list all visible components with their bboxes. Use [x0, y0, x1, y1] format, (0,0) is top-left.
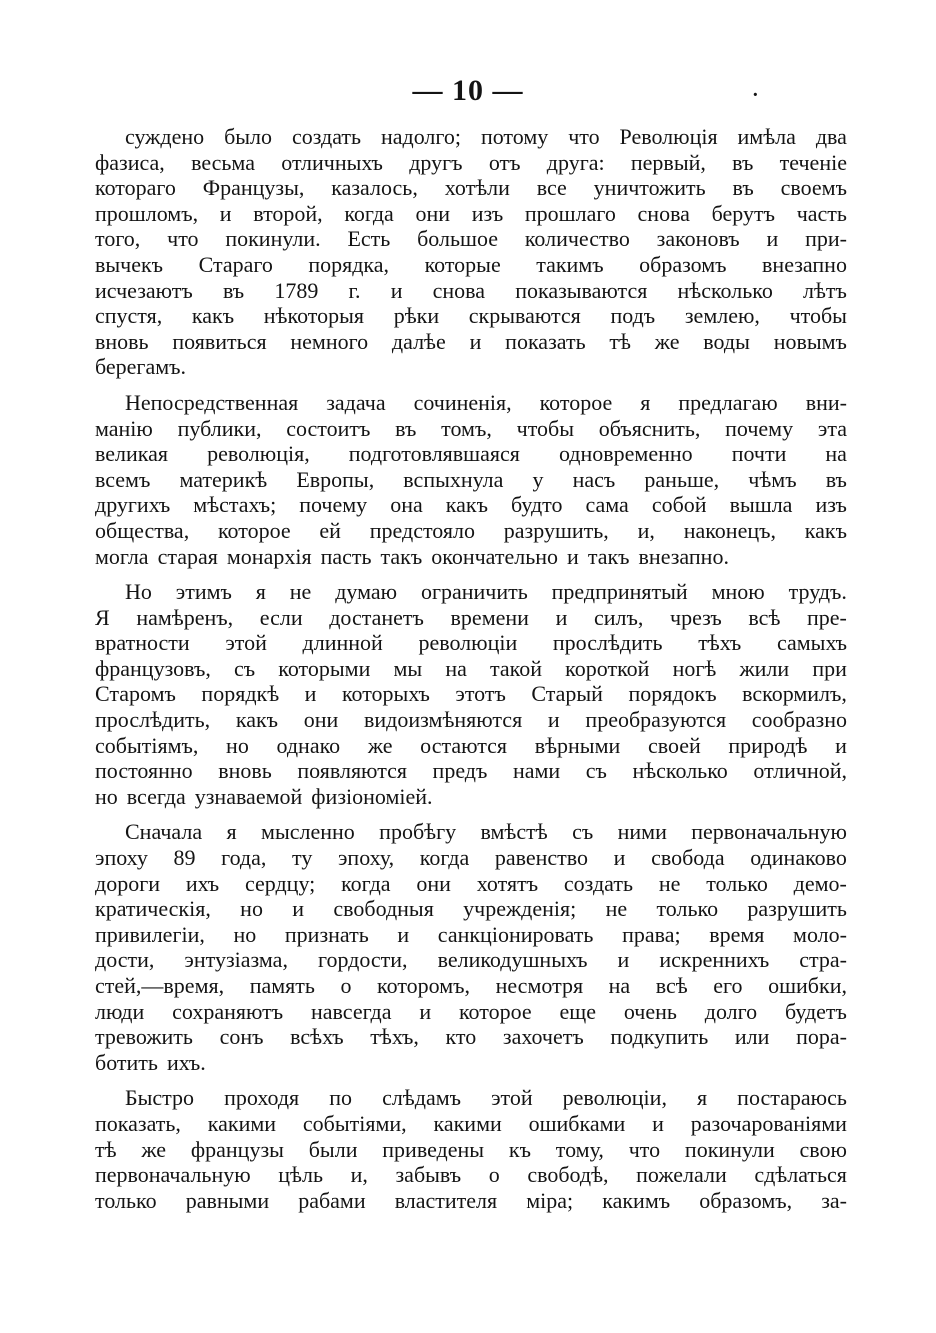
- text-line: дости, энтузіазма, гордости, великодушныхъ и искреннихъ стра-: [95, 947, 847, 973]
- text-line: но всегда узнаваемой физіономіей.: [95, 783, 433, 809]
- text-line: Сначала я мысленно пробѣгу вмѣстѣ съ ними первоначальную: [125, 819, 847, 845]
- text-line: Быстро проходя по слѣдамъ этой революціи, я постараюсь: [125, 1085, 847, 1111]
- text-line: фазиса, весьма отличныхъ другъ отъ друга: первый, въ теченіе: [95, 149, 847, 175]
- text-line: тѣ же французы были приведены къ тому, что покинули свою: [95, 1136, 847, 1162]
- page-number: — 10 —: [412, 74, 524, 107]
- text-line: того, что покинули. Есть большое количество законовъ и при-: [95, 226, 847, 252]
- text-line: великая революція, подготовлявшаяся одновременно почти на: [95, 441, 847, 467]
- text-line: Непосредственная задача сочиненія, которое я предлагаю вни-: [125, 389, 847, 415]
- text-line: прошломъ, и второй, когда они изъ прошлаго снова берутъ часть: [95, 200, 847, 226]
- text-line: Старомъ порядкѣ и которыхъ этотъ Старый порядокъ вскормилъ,: [95, 681, 847, 707]
- text-line: спустя, какъ нѣкоторыя рѣки скрываются подъ землею, чтобы: [95, 303, 847, 329]
- text-line: исчезаютъ въ 1789 г. и снова показываются нѣсколько лѣтъ: [95, 277, 847, 303]
- text-line: всемъ материкѣ Европы, вспыхнула у насъ раньше, чѣмъ въ: [95, 466, 847, 492]
- text-line: только равными рабами властителя міра; какимъ образомъ, за-: [95, 1187, 847, 1213]
- text-line: манію публики, состоитъ въ томъ, чтобы объяснить, почему эта: [95, 415, 847, 441]
- text-line: люди сохраняютъ навсегда и которое еще очень долго будетъ: [95, 998, 847, 1024]
- paragraph: [95, 1085, 847, 1213]
- text-line: Но этимъ я не думаю ограничить предпринятый мною трудъ.: [125, 579, 847, 605]
- paragraph: [95, 390, 847, 569]
- text-line: тревожить сонъ всѣхъ тѣхъ, кто захочетъ подкупить или пора-: [95, 1024, 847, 1050]
- text-line: могла старая монархія пасть такъ окончательно и такъ внезапно.: [95, 543, 729, 569]
- paragraph: [95, 579, 847, 809]
- text-line: суждено было создать надолго; потому что Революція имѣла два: [125, 124, 847, 149]
- text-line: стей,—время, память о которомъ, несмотря на всѣ его ошибки,: [95, 973, 847, 998]
- text-line: котораго Французы, казалось, хотѣли все уничтожить въ своемъ: [95, 175, 847, 201]
- text-line: кратическія, но и свободныя учрежденія; не только разрушить: [95, 896, 847, 922]
- paragraph: [95, 124, 847, 380]
- text-line: вычекъ Стараго порядка, которые такимъ образомъ внезапно: [95, 251, 847, 277]
- paragraph: [95, 819, 847, 1075]
- text-line: показать, какими событіями, какими ошибками и разочарованіями: [95, 1110, 847, 1136]
- text-line: прослѣдить, какъ они видоизмѣняются и преобразуются сообразно: [95, 707, 847, 733]
- text-line: событіямъ, но однако же остаются вѣрными своей природѣ и: [95, 732, 847, 758]
- text-line: Я намѣренъ, если достанетъ времени и силъ, чрезъ всѣ пре-: [95, 604, 847, 630]
- text-line: вновь появиться немного далѣе и показать тѣ же воды новымъ: [95, 328, 847, 354]
- text-line: первоначальную цѣль и, забывъ о свободѣ, пожелали сдѣлаться: [95, 1162, 847, 1188]
- text-line: другихъ мѣстахъ; почему она какъ будто сама собой вышла изъ: [95, 492, 847, 518]
- text-line: вратности этой длинной революціи прослѣдить тѣхъ самыхъ: [95, 630, 847, 656]
- text-line: постоянно вновь появляются предъ нами съ нѣсколько отличной,: [95, 758, 847, 784]
- text-body: [95, 124, 847, 1213]
- text-line: ботить ихъ.: [95, 1049, 206, 1075]
- text-line: берегамъ.: [95, 354, 187, 380]
- text-line: эпоху 89 года, ту эпоху, когда равенство и свобода одинаково: [95, 845, 847, 871]
- text-line: привилегіи, но признать и санкціонировать права; время моло-: [95, 921, 847, 947]
- text-line: общества, которое ей предстояло разрушить, и, наконецъ, какъ: [95, 517, 847, 543]
- text-line: французовъ, съ которыми мы на такой короткой ногѣ жили при: [95, 655, 847, 681]
- text-line: дороги ихъ сердцу; когда они хотятъ создать не только демо-: [95, 870, 847, 896]
- stray-mark: ·: [752, 84, 759, 106]
